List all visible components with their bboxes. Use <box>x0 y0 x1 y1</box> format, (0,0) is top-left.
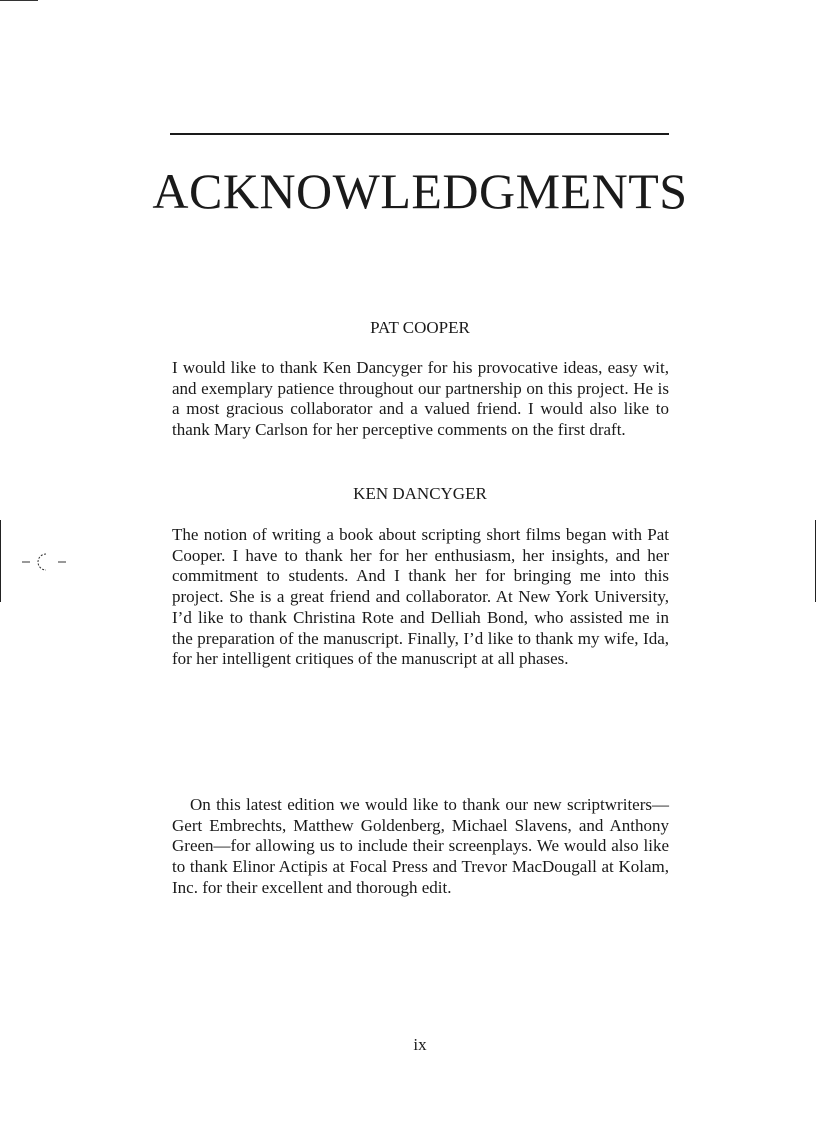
chapter-title: ACKNOWLEDGMENTS <box>152 163 688 219</box>
paragraph-ken-dancyger: The notion of writing a book about scripting short films began with Pat Cooper. I have to thank her for her enthusiasm, her insights, and her commitment to students. And I thank her for bringing me into this project. She is a great friend and collaborator. At New York University, I’d like to thank Christina Rote and Delliah Bond, who assisted me in the preparation of the manuscript. Finally, I’d like to thank my wife, Ida, for her intelligent critiques of the manuscript at all phases. <box>172 525 669 669</box>
page-number: ix <box>413 1035 427 1054</box>
paragraph-latest-edition: On this latest edition we would like to thank our new scriptwriters—Gert Embrechts, Matthew Goldenberg, Michael Slavens, and Anthony Green—for allowing us to include their screenplays. We would also like to thank Elinor Actipis at Focal Press and Trevor MacDougall at Kolam, Inc. for their excellent and thorough edit. <box>172 795 669 897</box>
section-heading-pat-cooper: PAT COOPER <box>370 318 470 337</box>
crop-mark-top-left <box>0 0 38 1</box>
crop-mark-left <box>0 520 1 602</box>
title-rule <box>170 133 669 135</box>
section-heading-ken-dancyger: KEN DANCYGER <box>353 484 487 503</box>
registration-mark-icon <box>22 550 68 574</box>
paragraph-pat-cooper: I would like to thank Ken Dancyger for his provocative ideas, easy wit, and exemplary patience throughout our partnership on this project. He is a most gracious collaborator and a valued friend. I would also like to thank Mary Carlson for her perceptive comments on the first draft. <box>172 358 669 440</box>
